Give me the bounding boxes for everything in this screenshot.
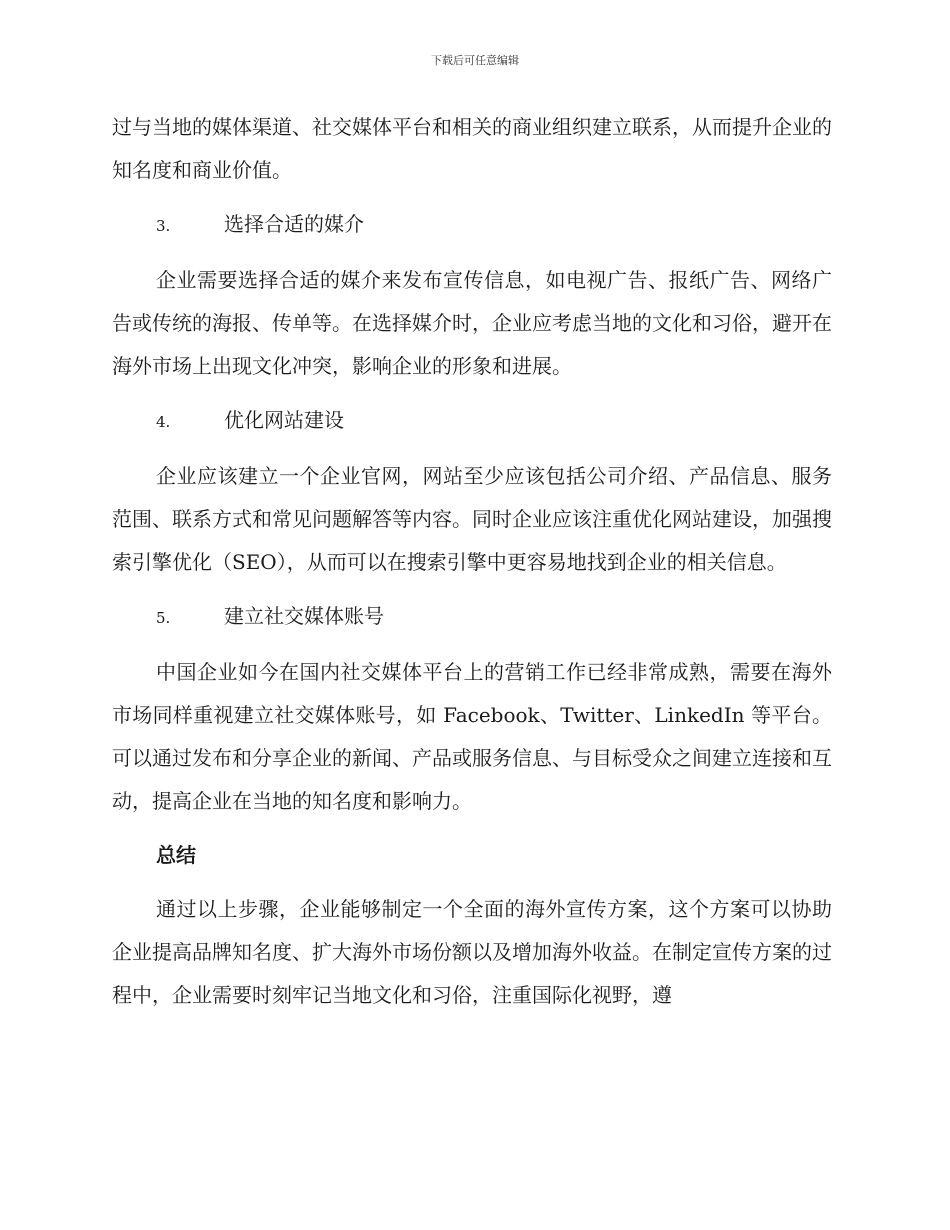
summary-heading: 总结 [156,843,196,867]
section-title: 选择合适的媒介 [224,212,364,236]
paragraph-social-media: 中国企业如今在国内社交媒体平台上的营销工作已经非常成熟，需要在海外市场同样重视建立社交媒体账号，如 Facebook、Twitter、LinkedIn 等平台。可以通过发布和分享企业的新闻、产品或服务信息、与目标受众之间建立连接和互动，提高企业在当地的知名度和影响力。 [112,660,832,813]
section-item-5 [112,595,832,640]
section-title: 建立社交媒体账号 [224,604,384,628]
document-body [112,106,832,1028]
page-header: 下载后可任意编辑 [431,54,519,67]
section-item-4 [112,399,832,444]
paragraph-website: 企业应该建立一个企业官网，网站至少应该包括公司介绍、产品信息、服务范围、联系方式和常见问题解答等内容。同时企业应该注重优化网站建设，加强搜索引擎优化（SEO），从而可以在搜索引擎中更容易地找到企业的相关信息。 [112,464,832,574]
paragraph-media: 企业需要选择合适的媒介来发布宣传信息，如电视广告、报纸广告、网络广告或传统的海报、传单等。在选择媒介时，企业应考虑当地的文化和习俗，避开在海外市场上出现文化冲突，影响企业的形象和进展。 [112,268,832,378]
section-title: 优化网站建设 [224,408,344,432]
section-item-3 [112,203,832,248]
section-number: 3. [156,217,171,235]
paragraph-summary: 通过以上步骤，企业能够制定一个全面的海外宣传方案，这个方案可以协助企业提高品牌知名度、扩大海外市场份额以及增加海外收益。在制定宣传方案的过程中，企业需要时刻牢记当地文化和习俗，注重国际化视野，遵 [112,897,832,1007]
section-number: 5. [156,609,171,627]
section-number: 4. [156,413,171,431]
paragraph-intro-continued: 过与当地的媒体渠道、社交媒体平台和相关的商业组织建立联系，从而提升企业的知名度和商业价值。 [112,115,832,182]
